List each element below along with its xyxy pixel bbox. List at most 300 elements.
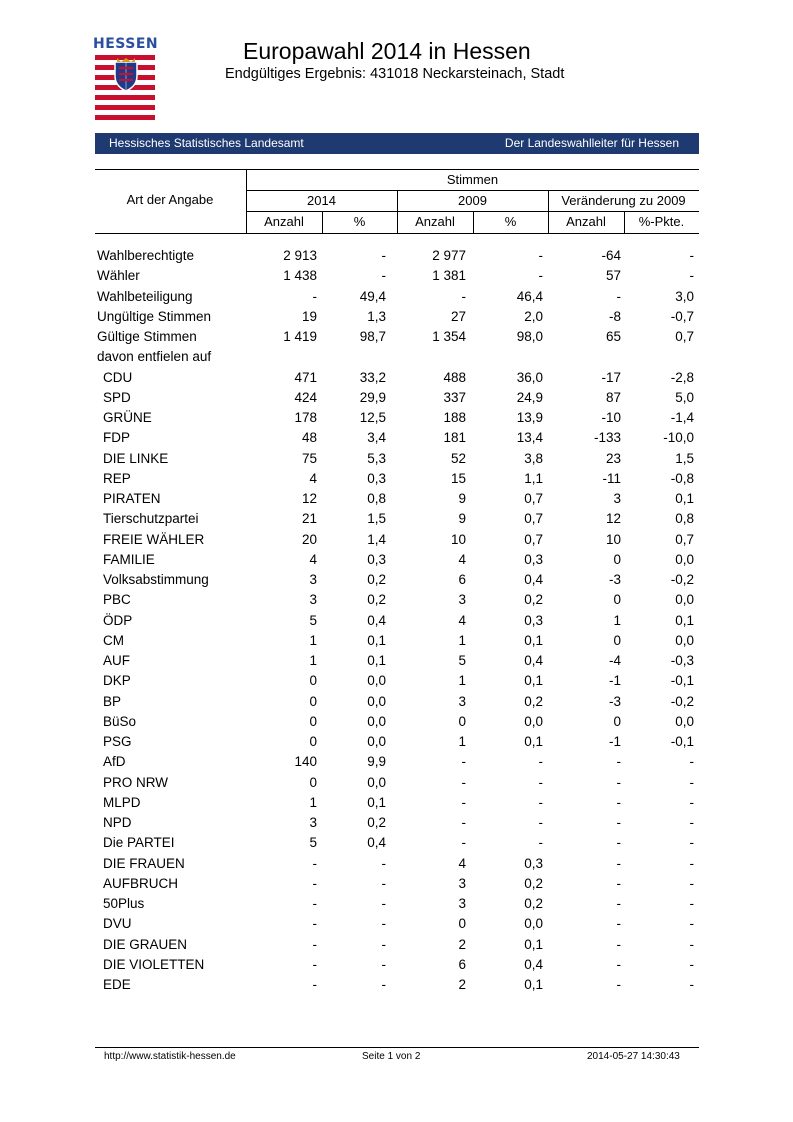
row-value: 0,1 — [367, 794, 386, 810]
row-label: BP — [103, 693, 122, 709]
row-value: 2,0 — [524, 308, 543, 324]
row-value: 1 — [458, 734, 466, 749]
row-label: Die PARTEI — [103, 835, 175, 851]
row-value: - — [381, 268, 386, 284]
row-label: PSG — [103, 734, 132, 749]
row-value: 0,3 — [367, 470, 386, 486]
row-value: 0,7 — [524, 531, 543, 547]
row-value: 0,3 — [524, 855, 543, 871]
row-value: 3 — [458, 896, 466, 911]
table-row — [97, 914, 699, 934]
table-row — [97, 388, 699, 408]
row-value: 12 — [605, 511, 621, 527]
row-label: FDP — [103, 430, 130, 446]
row-value: 0,0 — [675, 592, 694, 608]
row-value: 13,4 — [516, 430, 543, 446]
row-value: - — [616, 875, 621, 891]
row-label: NPD — [103, 815, 132, 830]
row-value: 0 — [613, 713, 621, 729]
row-label: Tierschutzpartei — [103, 511, 199, 527]
table-row — [97, 509, 699, 529]
row-label: FAMILIE — [103, 551, 155, 567]
row-label: ÖDP — [103, 612, 133, 628]
row-value: - — [616, 956, 621, 972]
row-value: 46,4 — [516, 288, 543, 304]
row-value: - — [538, 754, 543, 770]
row-label: Gültige Stimmen — [97, 329, 197, 344]
row-value: 3 — [309, 592, 317, 608]
row-value: 1 — [309, 632, 317, 648]
row-value: -1 — [608, 734, 621, 749]
row-value: - — [312, 956, 317, 972]
row-value: - — [616, 896, 621, 911]
row-value: 0,1 — [675, 491, 694, 506]
row-value: 12,5 — [359, 410, 386, 425]
row-value: 0,2 — [524, 693, 543, 709]
row-value: 0,1 — [367, 653, 386, 668]
page-title: Europawahl 2014 in Hessen — [243, 38, 531, 64]
table-row — [97, 773, 699, 793]
row-value: -0,1 — [670, 734, 694, 749]
year-2014-header: 2014 — [307, 193, 336, 208]
row-value: - — [538, 248, 543, 263]
table-row — [97, 611, 699, 631]
row-value: 1,3 — [367, 308, 386, 324]
row-value: 0,2 — [367, 815, 386, 830]
row-value: - — [538, 794, 543, 810]
row-value: - — [381, 916, 386, 932]
row-value: - — [312, 875, 317, 891]
row-value: 4 — [458, 855, 466, 871]
row-value: - — [616, 794, 621, 810]
row-value: - — [461, 794, 466, 810]
row-value: 65 — [605, 329, 621, 344]
row-value: 0,7 — [675, 531, 694, 547]
row-value: 1 438 — [283, 268, 317, 284]
band-left-text: Hessisches Statistisches Landesamt — [109, 136, 304, 150]
row-label: 50Plus — [103, 896, 145, 911]
row-value: -133 — [593, 430, 621, 446]
row-value: 1 — [458, 673, 466, 689]
row-label: MLPD — [103, 794, 141, 810]
row-label: Wähler — [97, 268, 140, 284]
row-value: - — [689, 956, 694, 972]
row-value: 337 — [443, 389, 466, 405]
change-header: Veränderung zu 2009 — [561, 193, 686, 208]
row-value: 0,2 — [524, 592, 543, 608]
row-label: SPD — [103, 389, 131, 405]
row-value: -0,7 — [670, 308, 694, 324]
hessen-logo — [93, 36, 157, 122]
table-row — [97, 894, 699, 914]
row-value: 2 913 — [283, 248, 317, 263]
row-value: 0,4 — [367, 835, 386, 851]
table-row — [97, 955, 699, 975]
row-value: 0,0 — [675, 551, 694, 567]
row-value: 0,1 — [524, 632, 543, 648]
table-row — [97, 550, 699, 570]
row-value: 5 — [309, 612, 317, 628]
row-value: - — [461, 288, 466, 304]
row-value: 0,0 — [675, 713, 694, 729]
row-value: - — [689, 754, 694, 770]
row-value: 0,1 — [524, 977, 543, 992]
table-row — [97, 327, 699, 347]
table-row — [97, 428, 699, 448]
table-row — [97, 307, 699, 327]
row-value: 181 — [443, 430, 466, 446]
row-value: -0,8 — [670, 470, 694, 486]
row-label: PIRATEN — [103, 491, 161, 506]
row-value: - — [312, 936, 317, 952]
row-value: - — [312, 855, 317, 871]
row-value: 48 — [301, 430, 317, 446]
stimmen-header: Stimmen — [446, 172, 499, 187]
row-value: 3,8 — [524, 450, 543, 466]
row-value: 3 — [458, 875, 466, 891]
row-value: 0 — [309, 774, 317, 790]
footer-rule — [95, 1047, 699, 1048]
row-value: -8 — [608, 308, 621, 324]
table-row — [97, 570, 699, 590]
row-value: 0 — [309, 734, 317, 749]
row-value: 0 — [309, 693, 317, 709]
row-value: - — [381, 248, 386, 263]
row-value: 0,0 — [367, 693, 386, 709]
row-value: - — [381, 875, 386, 891]
row-label: DIE VIOLETTEN — [103, 956, 205, 972]
row-value: - — [312, 977, 317, 992]
row-value: -1,4 — [670, 410, 694, 425]
anzahl-2009-header: Anzahl — [415, 214, 455, 229]
row-label: Volksabstimmung — [103, 572, 209, 587]
row-value: 9,9 — [367, 754, 386, 770]
row-value: - — [689, 896, 694, 911]
row-value: 0,2 — [367, 592, 386, 608]
table-row — [97, 732, 699, 752]
row-value: - — [689, 815, 694, 830]
row-value: 0,4 — [524, 572, 543, 587]
row-label: DKP — [103, 673, 131, 689]
row-value: 0,4 — [367, 612, 386, 628]
row-value: 23 — [605, 450, 621, 466]
row-value: 0,3 — [524, 612, 543, 628]
row-value: 0,8 — [367, 491, 386, 506]
row-value: 29,9 — [359, 389, 386, 405]
row-value: 98,7 — [359, 329, 386, 344]
row-value: 6 — [458, 572, 466, 587]
row-value: -4 — [608, 653, 621, 668]
row-value: - — [538, 774, 543, 790]
row-value: -3 — [608, 693, 621, 709]
row-value: 424 — [294, 389, 317, 405]
row-value: - — [461, 835, 466, 851]
row-value: - — [689, 977, 694, 992]
row-value: - — [381, 977, 386, 992]
row-value: 471 — [294, 369, 317, 385]
row-value: - — [538, 815, 543, 830]
row-value: - — [381, 855, 386, 871]
row-value: 15 — [450, 470, 466, 486]
table-row — [97, 671, 699, 691]
table-row — [97, 266, 699, 286]
anzahl-change-header: Anzahl — [566, 214, 606, 229]
table-row — [97, 854, 699, 874]
row-value: 0,4 — [524, 956, 543, 972]
row-label: GRÜNE — [103, 410, 152, 425]
row-value: 4 — [458, 551, 466, 567]
row-value: - — [616, 774, 621, 790]
row-value: 0 — [458, 713, 466, 729]
row-value: 20 — [301, 531, 317, 547]
row-value: 178 — [294, 410, 317, 425]
row-value: - — [689, 248, 694, 263]
row-value: 5,3 — [367, 450, 386, 466]
row-value: -0,1 — [670, 673, 694, 689]
row-value: 0,2 — [524, 875, 543, 891]
row-label: BüSo — [103, 713, 137, 729]
row-value: 0,7 — [524, 491, 543, 506]
row-value: 0,8 — [675, 511, 694, 527]
row-value: 0,1 — [524, 734, 543, 749]
table-row — [97, 287, 699, 307]
row-value: - — [689, 916, 694, 932]
row-value: 3 — [613, 491, 621, 506]
row-value: -0,2 — [670, 572, 694, 587]
row-value: 0 — [309, 673, 317, 689]
table-row — [97, 712, 699, 732]
row-value: 0 — [309, 713, 317, 729]
row-value: 3,4 — [367, 430, 386, 446]
row-value: -1 — [608, 673, 621, 689]
row-value: 3 — [309, 572, 317, 587]
row-value: 3 — [309, 815, 317, 830]
band-right-text: Der Landeswahlleiter für Hessen — [504, 136, 679, 150]
row-value: 0,3 — [367, 551, 386, 567]
row-value: -3 — [608, 572, 621, 587]
row-value: 0,0 — [524, 713, 543, 729]
row-value: 2 — [458, 977, 466, 992]
table-row — [97, 935, 699, 955]
table-row — [97, 408, 699, 428]
row-label: DIE GRAUEN — [103, 936, 188, 952]
row-value: 0,7 — [675, 329, 694, 344]
row-value: 1 381 — [432, 268, 466, 284]
row-label: FREIE WÄHLER — [103, 531, 205, 547]
row-value: 98,0 — [516, 329, 543, 344]
row-value: 3 — [458, 592, 466, 608]
row-value: -11 — [602, 470, 621, 486]
anzahl-2014-header: Anzahl — [264, 214, 304, 229]
row-value: 0,0 — [524, 916, 543, 932]
row-value: - — [381, 936, 386, 952]
row-value: 1,5 — [675, 450, 694, 466]
row-value: - — [689, 875, 694, 891]
row-value: 0,3 — [524, 551, 543, 567]
row-value: - — [689, 268, 694, 284]
row-value: 49,4 — [359, 288, 386, 304]
row-value: 0,2 — [524, 896, 543, 911]
row-value: - — [461, 815, 466, 830]
row-label: AUFBRUCH — [103, 875, 179, 891]
row-value: - — [689, 936, 694, 952]
row-value: 1 — [613, 612, 621, 628]
row-value: - — [689, 855, 694, 871]
row-value: 3 — [458, 693, 466, 709]
row-value: 75 — [301, 450, 317, 466]
table-row — [97, 590, 699, 610]
table-row — [97, 368, 699, 388]
row-value: - — [312, 916, 317, 932]
row-value: 5,0 — [675, 389, 694, 405]
row-value: 2 977 — [432, 248, 466, 263]
row-value: 6 — [458, 956, 466, 972]
header-band — [95, 133, 699, 154]
row-value: 5 — [309, 835, 317, 851]
pct-2009-header: % — [504, 214, 517, 229]
row-value: - — [538, 835, 543, 851]
row-value: 0,2 — [367, 572, 386, 587]
row-value: - — [381, 896, 386, 911]
row-value: 0 — [613, 592, 621, 608]
footer-url[interactable]: http://www.statistik-hessen.de — [104, 1051, 236, 1062]
table-row — [97, 530, 699, 550]
row-value: 140 — [294, 754, 317, 770]
row-value: 5 — [458, 653, 466, 668]
row-value: 27 — [450, 308, 466, 324]
row-value: 0,0 — [367, 774, 386, 790]
row-value: - — [689, 794, 694, 810]
row-value: 1 419 — [283, 329, 317, 344]
row-value: 2 — [458, 936, 466, 952]
row-value: 1,5 — [367, 511, 386, 527]
row-label: Wahlbeteiligung — [97, 288, 193, 304]
row-value: 1 354 — [432, 329, 466, 344]
row-value: 488 — [443, 369, 466, 385]
row-value: 21 — [301, 511, 317, 527]
logo-text: HESSEN — [93, 36, 159, 52]
row-value: 24,9 — [516, 389, 543, 405]
row-value: - — [312, 896, 317, 911]
row-value: - — [461, 774, 466, 790]
row-value: 0 — [458, 916, 466, 932]
col-label-header: Art der Angabe — [126, 192, 214, 207]
row-value: 0,1 — [524, 673, 543, 689]
table-row — [97, 793, 699, 813]
table-row — [97, 833, 699, 853]
row-value: -2,8 — [670, 369, 694, 385]
row-value: - — [538, 268, 543, 284]
page-subtitle: Endgültiges Ergebnis: 431018 Neckarsteinach, Stadt — [225, 66, 565, 82]
table-row — [97, 651, 699, 671]
row-value: 3,0 — [675, 288, 694, 304]
row-value: - — [616, 288, 621, 304]
row-value: -64 — [601, 248, 621, 263]
row-value: - — [616, 916, 621, 932]
row-value: 0,0 — [675, 632, 694, 648]
row-value: - — [616, 754, 621, 770]
footer-timestamp: 2014-05-27 14:30:43 — [587, 1051, 680, 1062]
year-2009-header: 2009 — [458, 193, 487, 208]
row-label: Wahlberechtigte — [97, 248, 195, 263]
row-value: 0,1 — [675, 612, 694, 628]
row-label: AUF — [103, 653, 130, 668]
row-value: -10 — [601, 410, 621, 425]
coat-of-arms-icon — [113, 58, 139, 92]
table-row — [97, 975, 699, 995]
row-value: 9 — [458, 511, 466, 527]
row-value: - — [616, 835, 621, 851]
row-value: - — [616, 977, 621, 992]
row-value: -10,0 — [663, 430, 694, 446]
row-label: CDU — [103, 369, 133, 385]
row-value: 0,1 — [367, 632, 386, 648]
row-label: Ungültige Stimmen — [97, 308, 212, 324]
row-value: 1 — [309, 653, 317, 668]
row-value: 33,2 — [359, 369, 386, 385]
row-value: 4 — [309, 470, 317, 486]
row-value: 0,7 — [524, 511, 543, 527]
row-value: 0 — [613, 632, 621, 648]
footer-page: Seite 1 von 2 — [362, 1051, 421, 1062]
row-label: DIE FRAUEN — [103, 855, 185, 871]
row-value: - — [381, 956, 386, 972]
row-value: - — [616, 815, 621, 830]
row-value: - — [461, 754, 466, 770]
table-body — [97, 246, 699, 995]
table-row — [97, 631, 699, 651]
row-value: 1,4 — [367, 531, 386, 547]
row-value: - — [312, 288, 317, 304]
row-value: 13,9 — [516, 410, 543, 425]
row-value: 12 — [301, 491, 317, 506]
row-value: 9 — [458, 491, 466, 506]
row-value: 0,0 — [367, 734, 386, 749]
row-label: PBC — [103, 592, 131, 608]
table-row — [97, 347, 699, 367]
row-value: 36,0 — [516, 369, 543, 385]
row-label: EDE — [103, 977, 131, 992]
row-label: AfD — [103, 754, 126, 770]
row-value: 4 — [458, 612, 466, 628]
table-row — [97, 489, 699, 509]
pkte-change-header: %-Pkte. — [638, 214, 685, 229]
row-value: -0,2 — [670, 693, 694, 709]
row-value: 10 — [605, 531, 621, 547]
row-value: - — [689, 835, 694, 851]
row-value: 1 — [309, 794, 317, 810]
row-label: REP — [103, 470, 131, 486]
row-value: - — [689, 774, 694, 790]
row-label: DVU — [103, 916, 132, 932]
table-row — [97, 874, 699, 894]
row-value: -0,3 — [670, 653, 694, 668]
table-row — [97, 813, 699, 833]
pct-2014-header: % — [353, 214, 366, 229]
row-label: davon entfielen auf — [97, 349, 212, 365]
row-label: DIE LINKE — [103, 450, 169, 466]
row-value: 57 — [605, 268, 621, 284]
row-value: 0,0 — [367, 673, 386, 689]
row-label: CM — [103, 632, 124, 648]
row-value: -17 — [601, 369, 621, 385]
table-row — [97, 449, 699, 469]
row-value: 1,1 — [524, 470, 543, 486]
table-row — [97, 469, 699, 489]
table-row — [97, 692, 699, 712]
row-value: 0,4 — [524, 653, 543, 668]
row-value: 1 — [458, 632, 466, 648]
